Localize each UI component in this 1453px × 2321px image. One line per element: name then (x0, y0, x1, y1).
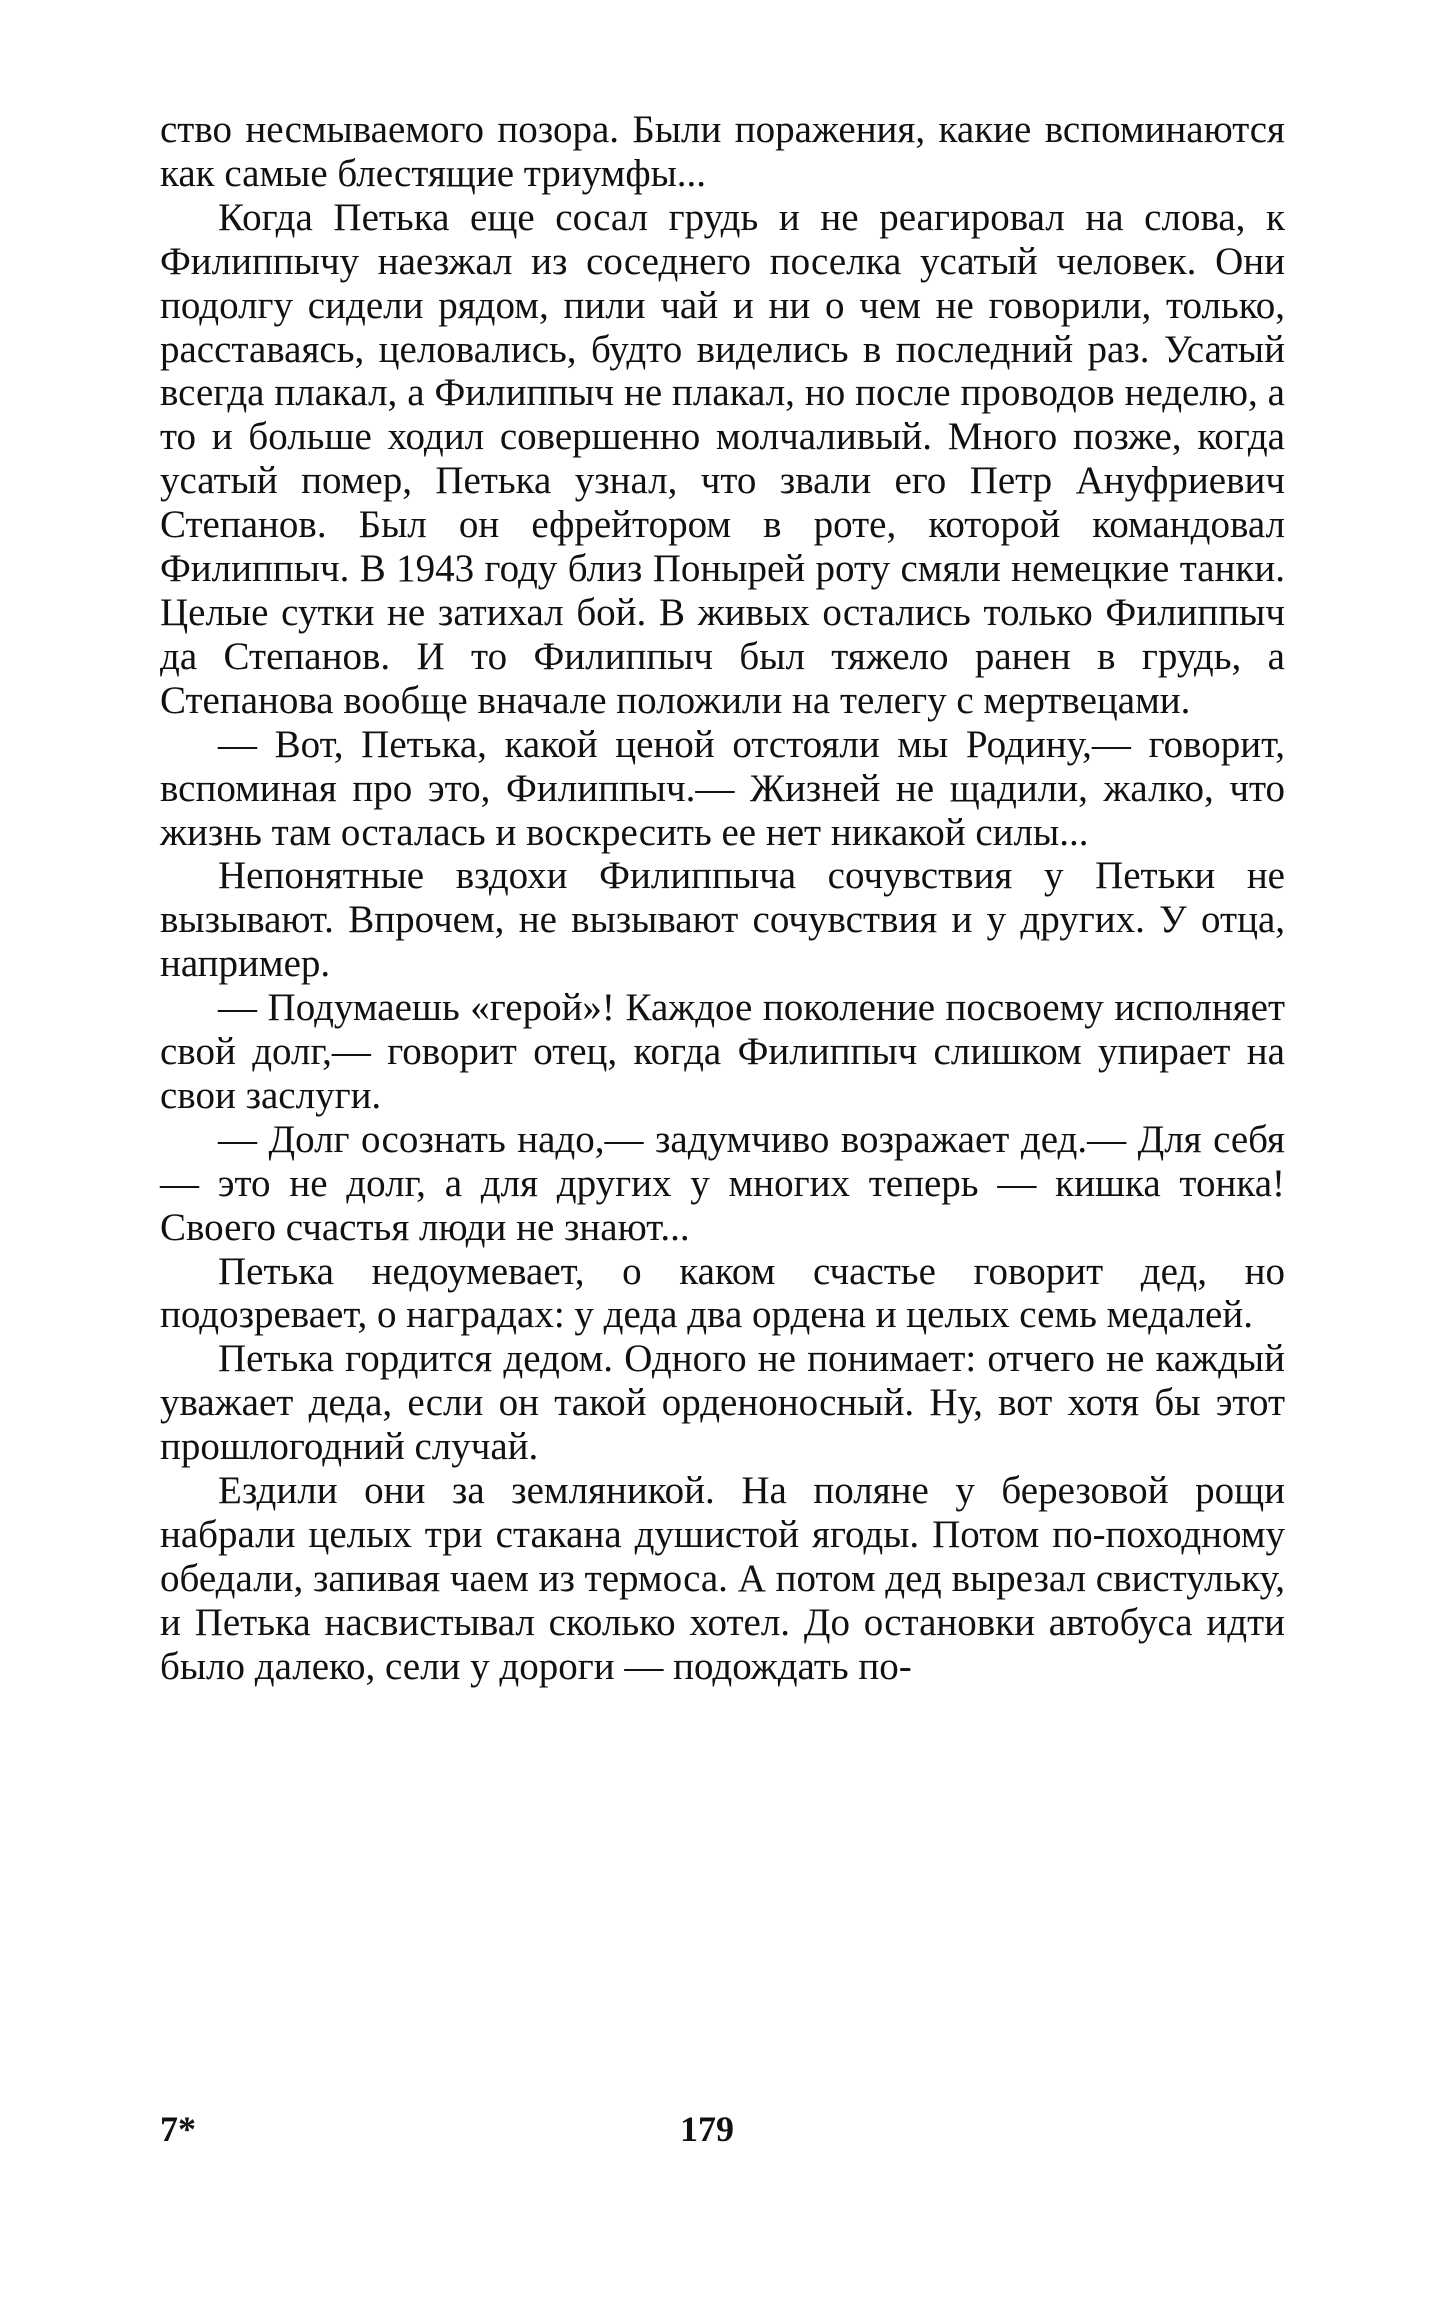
paragraph-4: Непонятные вздохи Филиппыча сочувствия у Петьки не вызывают. Впрочем, не вызывают сочувствия и у других. У отца, например. (160, 854, 1285, 986)
paragraph-2: Когда Петька еще сосал грудь и не реагировал на слова, к Филиппычу наезжал из соседнего поселка усатый человек. Они подолгу сидели рядом, пили чай и ни о чем не говорили, только, расставаясь, целовались, будто виделись в последний раз. Усатый всегда плакал, а Филиппыч не плакал, но после проводов неделю, а то и больше ходил совершенно молчаливый. Много позже, когда усатый помер, Петька узнал, что звали его Петр Ануфриевич Степанов. Был он ефрейтором в роте, которой командовал Филиппыч. В 1943 году близ Понырей роту смяли немецкие танки. Целые сутки не затихал бой. В живых остались только Филиппыч да Степанов. И то Филиппыч был тяжело ранен в грудь, а Степанова вообще вначале положили на телегу с мертвецами. (160, 195, 1285, 722)
paragraph-8: Петька гордится дедом. Одного не понимает: отчего не каждый уважает деда, если он такой орденоносный. Ну, вот хотя бы этот прошлогодний случай. (160, 1337, 1285, 1469)
paragraph-5: — Подумаешь «герой»! Каждое поколение посвоему исполняет свой долг,— говорит отец, когда Филиппыч слишком упирает на свои заслуги. (160, 986, 1285, 1117)
paragraph-1: ство несмываемого позора. Были поражения, какие вспоминаются как самые блестящие триумфы... (160, 108, 1285, 195)
paragraph-6: — Долг осознать надо,— задумчиво возражает дед.— Для себя — это не долг, а для других у многих теперь — кишка тонка! Своего счастья люди не знают... (160, 1117, 1285, 1249)
page-number: 179 (680, 2109, 734, 2149)
signature-mark: 7* (160, 2109, 196, 2149)
page-body (160, 108, 1285, 1689)
paragraph-3: — Вот, Петька, какой ценой отстояли мы Родину,— говорит, вспоминая про это, Филиппыч.— Жизней не щадили, жалко, что жизнь там осталась и воскресить ее нет никакой силы... (160, 722, 1285, 854)
paragraph-9: Ездили они за земляникой. На поляне у березовой рощи набрали целых три стакана душистой ягоды. Потом по-походному обедали, запивая чаем из термоса. А потом дед вырезал свистульку, и Петька насвистывал сколько хотел. До остановки автобуса идти было далеко, сели у дороги — подождать по- (160, 1469, 1285, 1688)
page-footer (160, 2108, 1285, 2158)
paragraph-7: Петька недоумевает, о каком счастье говорит дед, но подозревает, о наградах: у деда два ордена и целых семь медалей. (160, 1249, 1285, 1337)
